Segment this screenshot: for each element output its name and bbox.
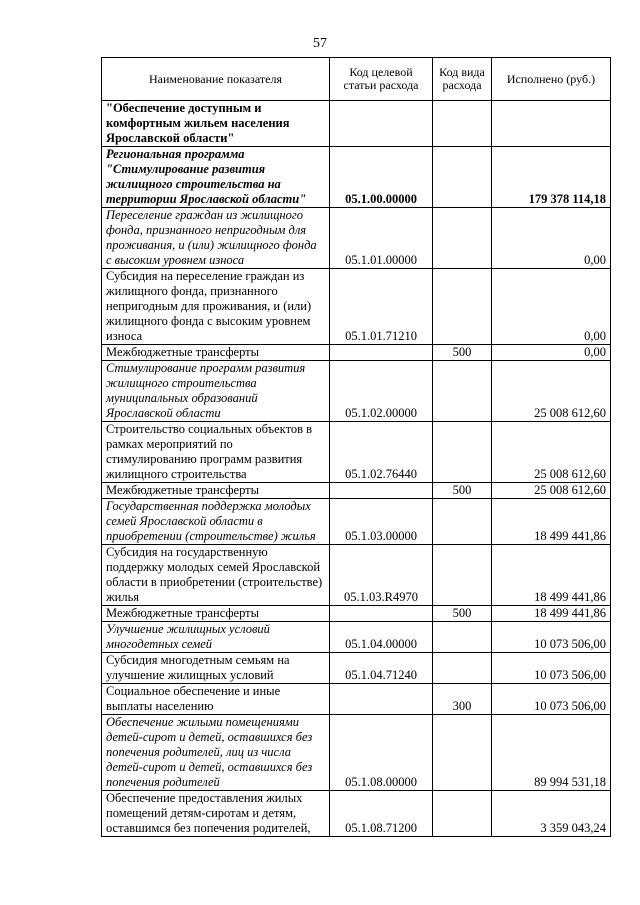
row-name-cell: Строительство социальных объектов в рамках мероприятий по стимулированию программ развития жилищного строительства	[102, 422, 330, 483]
row-expense-kind-cell	[433, 622, 492, 653]
row-target-code-cell: 05.1.00.00000	[330, 147, 433, 208]
row-target-code-cell	[330, 606, 433, 622]
row-target-code-cell: 05.1.08.71200	[330, 791, 433, 837]
budget-execution-table	[101, 57, 611, 837]
table-header-row	[102, 58, 611, 101]
row-amount-cell: 89 994 531,18	[492, 715, 611, 791]
row-amount-cell: 25 008 612,60	[492, 483, 611, 499]
row-expense-kind-cell: 500	[433, 606, 492, 622]
row-target-code-cell	[330, 684, 433, 715]
row-name-cell: Межбюджетные трансферты	[102, 345, 330, 361]
row-target-code-cell	[330, 345, 433, 361]
row-expense-kind-cell	[433, 791, 492, 837]
table-row	[102, 545, 611, 606]
table-row	[102, 269, 611, 345]
row-amount-cell: 0,00	[492, 269, 611, 345]
table-row	[102, 422, 611, 483]
table-row	[102, 791, 611, 837]
row-expense-kind-cell	[433, 545, 492, 606]
row-expense-kind-cell: 300	[433, 684, 492, 715]
row-amount-cell: 10 073 506,00	[492, 653, 611, 684]
table-row	[102, 653, 611, 684]
table-row	[102, 715, 611, 791]
row-name-cell: Субсидия на государственную поддержку молодых семей Ярославской области в приобретении (строительстве) жилья	[102, 545, 330, 606]
table-row	[102, 147, 611, 208]
row-target-code-cell: 05.1.04.71240	[330, 653, 433, 684]
table-row	[102, 345, 611, 361]
row-name-cell: Субсидия многодетным семьям на улучшение жилищных условий	[102, 653, 330, 684]
row-target-code-cell: 05.1.01.71210	[330, 269, 433, 345]
row-name-cell: Региональная программа "Стимулирование развития жилищного строительства на территории Ярославской области"	[102, 147, 330, 208]
row-target-code-cell: 05.1.03.00000	[330, 499, 433, 545]
table-body	[102, 101, 611, 837]
column-header-executed: Исполнено (руб.)	[492, 58, 611, 101]
row-expense-kind-cell	[433, 101, 492, 147]
table-row	[102, 606, 611, 622]
row-amount-cell: 25 008 612,60	[492, 422, 611, 483]
table-row	[102, 499, 611, 545]
row-target-code-cell	[330, 101, 433, 147]
row-name-cell: Межбюджетные трансферты	[102, 606, 330, 622]
row-amount-cell: 10 073 506,00	[492, 684, 611, 715]
row-expense-kind-cell	[433, 361, 492, 422]
row-expense-kind-cell: 500	[433, 345, 492, 361]
table-row	[102, 684, 611, 715]
row-amount-cell: 0,00	[492, 345, 611, 361]
row-expense-kind-cell	[433, 147, 492, 208]
row-name-cell: Улучшение жилищных условий многодетных семей	[102, 622, 330, 653]
row-expense-kind-cell: 500	[433, 483, 492, 499]
row-name-cell: Межбюджетные трансферты	[102, 483, 330, 499]
row-expense-kind-cell	[433, 499, 492, 545]
row-target-code-cell: 05.1.02.00000	[330, 361, 433, 422]
row-target-code-cell	[330, 483, 433, 499]
row-amount-cell: 25 008 612,60	[492, 361, 611, 422]
row-name-cell: Субсидия на переселение граждан из жилищного фонда, признанного непригодным для проживания, и (или) жилищного фонда с высоким уровнем износа	[102, 269, 330, 345]
table-row	[102, 101, 611, 147]
row-amount-cell: 179 378 114,18	[492, 147, 611, 208]
row-amount-cell: 18 499 441,86	[492, 606, 611, 622]
row-amount-cell: 18 499 441,86	[492, 545, 611, 606]
row-name-cell: Обеспечение предоставления жилых помещений детям-сиротам и детям, оставшимся без попечения родителей,	[102, 791, 330, 837]
column-header-target-code: Код целевой статьи расхода	[330, 58, 433, 101]
row-amount-cell: 3 359 043,24	[492, 791, 611, 837]
column-header-name: Наименование показателя	[102, 58, 330, 101]
row-expense-kind-cell	[433, 422, 492, 483]
row-expense-kind-cell	[433, 715, 492, 791]
row-name-cell: Переселение граждан из жилищного фонда, признанного непригодным для проживания, и (или) жилищного фонда с высоким уровнем износа	[102, 208, 330, 269]
row-name-cell: "Обеспечение доступным и комфортным жильем населения Ярославской области"	[102, 101, 330, 147]
row-target-code-cell: 05.1.08.00000	[330, 715, 433, 791]
row-expense-kind-cell	[433, 208, 492, 269]
page-number: 57	[313, 36, 327, 51]
table-row	[102, 483, 611, 499]
row-name-cell: Обеспечение жилыми помещениями детей-сирот и детей, оставшихся без попечения родителей, лиц из числа детей-сирот и детей, оставшихся без попечения родителей	[102, 715, 330, 791]
row-amount-cell: 18 499 441,86	[492, 499, 611, 545]
row-expense-kind-cell	[433, 653, 492, 684]
row-name-cell: Социальное обеспечение и иные выплаты населению	[102, 684, 330, 715]
row-amount-cell: 10 073 506,00	[492, 622, 611, 653]
table-row	[102, 622, 611, 653]
row-name-cell: Стимулирование программ развития жилищного строительства муниципальных образований Ярославской области	[102, 361, 330, 422]
row-target-code-cell: 05.1.01.00000	[330, 208, 433, 269]
row-expense-kind-cell	[433, 269, 492, 345]
row-amount-cell	[492, 101, 611, 147]
row-target-code-cell: 05.1.04.00000	[330, 622, 433, 653]
row-target-code-cell: 05.1.02.76440	[330, 422, 433, 483]
row-name-cell: Государственная поддержка молодых семей Ярославской области в приобретении (строительстве) жилья	[102, 499, 330, 545]
column-header-expense-kind: Код вида расхода	[433, 58, 492, 101]
table-row	[102, 208, 611, 269]
row-target-code-cell: 05.1.03.R4970	[330, 545, 433, 606]
table-row	[102, 361, 611, 422]
row-amount-cell: 0,00	[492, 208, 611, 269]
